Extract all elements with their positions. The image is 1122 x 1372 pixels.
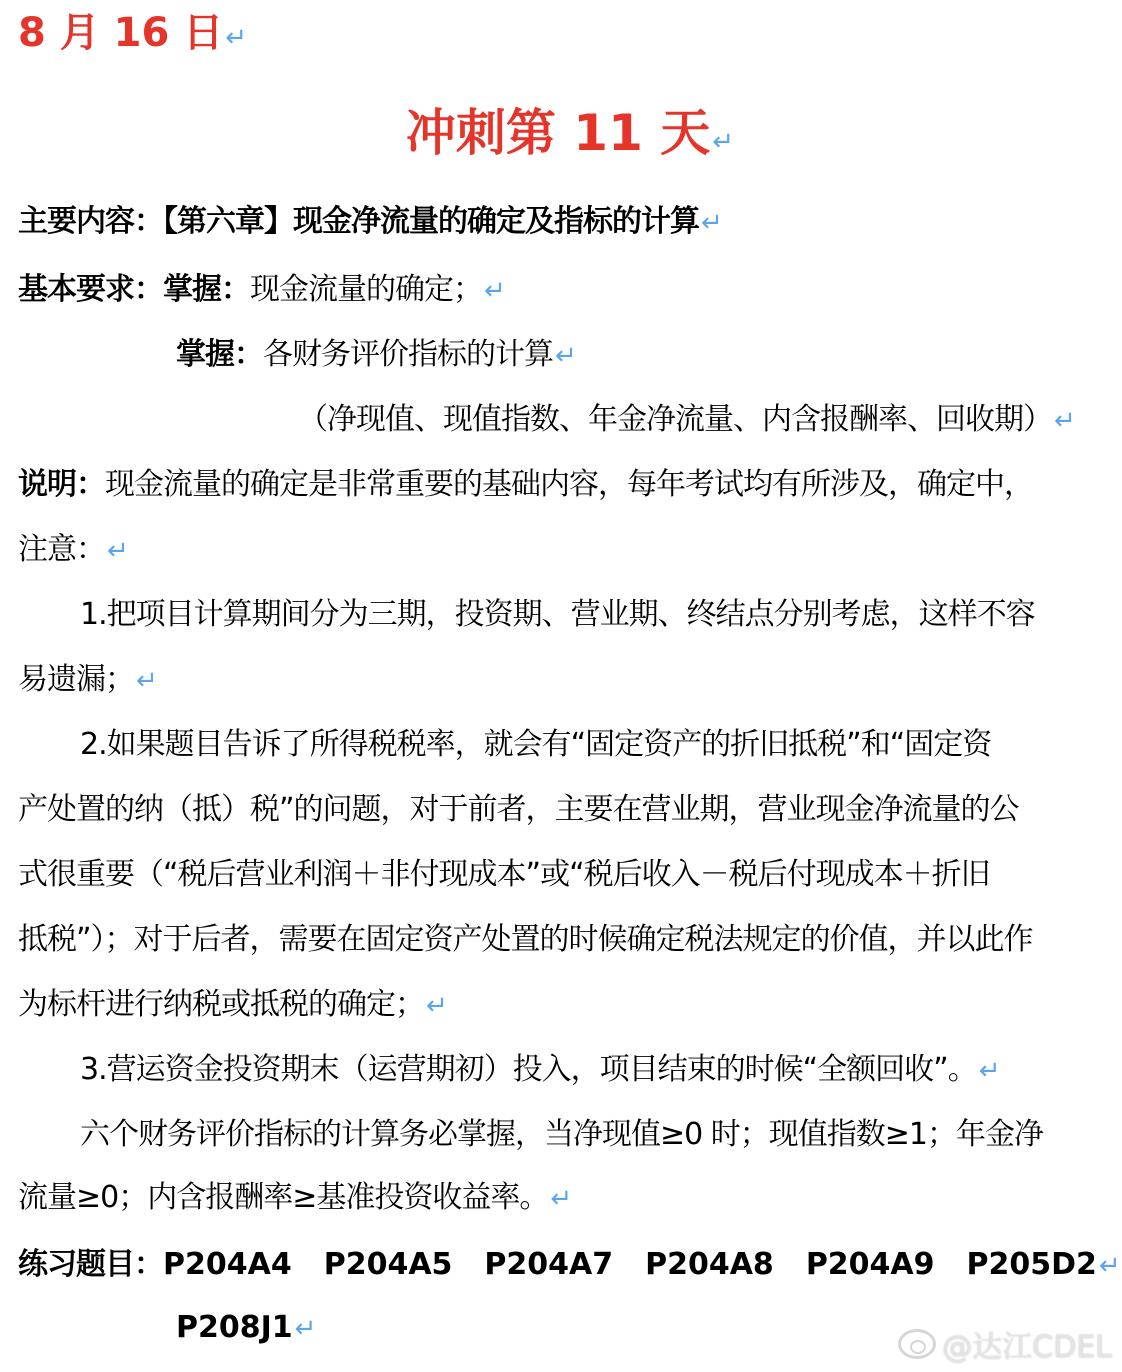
requirement-line-2 bbox=[176, 335, 576, 376]
explanation-line-1 bbox=[18, 465, 1033, 505]
exercise-code: P205D2 bbox=[966, 1247, 1097, 1282]
paragraph-mark-icon: ↵ bbox=[701, 208, 722, 238]
paragraph-mark-icon: ↵ bbox=[1098, 1251, 1120, 1281]
paragraph-mark-icon: ↵ bbox=[1054, 406, 1075, 436]
paragraph-mark-icon: ↵ bbox=[712, 127, 735, 157]
point2-line-5 bbox=[18, 985, 447, 1026]
summary-line-1 bbox=[80, 1115, 1043, 1155]
main-content-text: 【第六章】现金净流量的确定及指标的计算 bbox=[163, 204, 699, 239]
point2-line-4 bbox=[18, 920, 1033, 960]
point3-line bbox=[80, 1050, 1000, 1091]
paragraph-mark-icon: ↵ bbox=[484, 276, 505, 306]
point2-text-cont: 抵税”）；对于后者，需要在固定资产处置的时候确定税法规定的价值，并以此作 bbox=[18, 922, 1033, 957]
point1-text: 1.把项目计算期间分为三期，投资期、营业期、终结点分别考虑，这样不容 bbox=[80, 597, 1035, 632]
point2-text-cont: 式很重要（“税后营业利润＋非付现成本”或“税后收入－税后付现成本＋折旧 bbox=[18, 857, 990, 892]
requirement-2-label: 掌握： bbox=[176, 337, 263, 372]
weibo-icon bbox=[898, 1329, 936, 1359]
point1-text-cont: 易遗漏； bbox=[18, 662, 134, 697]
requirements-label: 基本要求： bbox=[18, 272, 163, 307]
point1-line-2 bbox=[18, 660, 157, 701]
title-text: 冲刺第 11 天 bbox=[405, 104, 711, 162]
date-text: 8 月 16 日 bbox=[18, 10, 224, 56]
summary-line-2 bbox=[18, 1178, 571, 1219]
paragraph-mark-icon: ↵ bbox=[294, 1314, 316, 1344]
requirement-2-text: 各财务评价指标的计算 bbox=[263, 337, 553, 372]
indicators-line bbox=[298, 400, 1075, 441]
exercise-code: P204A5 bbox=[323, 1247, 453, 1282]
explanation-label: 说明： bbox=[18, 467, 105, 502]
notice-text: 注意： bbox=[18, 532, 105, 567]
page-title bbox=[0, 104, 1122, 171]
exercises-line-1 bbox=[18, 1245, 1120, 1286]
point2-line-2 bbox=[18, 790, 1019, 830]
paragraph-mark-icon: ↵ bbox=[426, 991, 447, 1021]
point3-text: 3.营运资金投资期末（运营期初）投入，项目结束的时候“全额回收”。 bbox=[80, 1052, 977, 1087]
point2-text-cont: 产处置的纳（抵）税”的问题，对于前者，主要在营业期，营业现金净流量的公 bbox=[18, 792, 1019, 827]
requirement-1-text: 现金流量的确定； bbox=[250, 272, 482, 307]
indicators-text: （净现值、现值指数、年金净流量、内含报酬率、回收期） bbox=[298, 402, 1052, 437]
exercise-code: P208J1 bbox=[176, 1310, 293, 1345]
paragraph-mark-icon: ↵ bbox=[107, 536, 128, 566]
exercise-code: P204A4 bbox=[163, 1247, 292, 1282]
point2-text: 2.如果题目告诉了所得税税率，就会有“固定资产的折旧抵税”和“固定资 bbox=[80, 727, 992, 762]
paragraph-mark-icon: ↵ bbox=[550, 1184, 572, 1214]
paragraph-mark-icon: ↵ bbox=[136, 666, 157, 696]
paragraph-mark-icon: ↵ bbox=[555, 341, 576, 371]
requirement-1-label: 掌握： bbox=[163, 272, 250, 307]
weibo-watermark bbox=[898, 1322, 1112, 1366]
main-content-line bbox=[18, 202, 722, 243]
paragraph-mark-icon: ↵ bbox=[225, 23, 248, 53]
point2-line-3 bbox=[18, 855, 990, 895]
requirement-line-1 bbox=[18, 270, 505, 311]
point1-line-1 bbox=[80, 595, 1035, 635]
exercises-label: 练习题目： bbox=[18, 1247, 163, 1282]
exercises-line-2 bbox=[176, 1308, 315, 1349]
main-content-label: 主要内容： bbox=[18, 204, 163, 239]
exercise-code: P204A9 bbox=[805, 1247, 935, 1282]
date-heading bbox=[18, 10, 247, 61]
exercise-code: P204A7 bbox=[484, 1247, 614, 1282]
summary-text-cont: 流量≥0；内含报酬率≥基准投资收益率。 bbox=[18, 1180, 549, 1215]
watermark-text: @达江CDEL bbox=[942, 1330, 1112, 1365]
point2-line-1 bbox=[80, 725, 991, 765]
exercise-code: P204A8 bbox=[645, 1247, 774, 1282]
paragraph-mark-icon: ↵ bbox=[978, 1056, 1000, 1086]
explanation-text: 现金流量的确定是非常重要的基础内容，每年考试均有所涉及，确定中， bbox=[105, 467, 1033, 502]
summary-text: 六个财务评价指标的计算务必掌握，当净现值≥0 时；现值指数≥1；年金净 bbox=[80, 1117, 1043, 1152]
explanation-line-2 bbox=[18, 530, 128, 571]
exercise-codes bbox=[163, 1245, 1097, 1285]
point2-text-cont: 为标杆进行纳税或抵税的确定； bbox=[18, 987, 424, 1022]
